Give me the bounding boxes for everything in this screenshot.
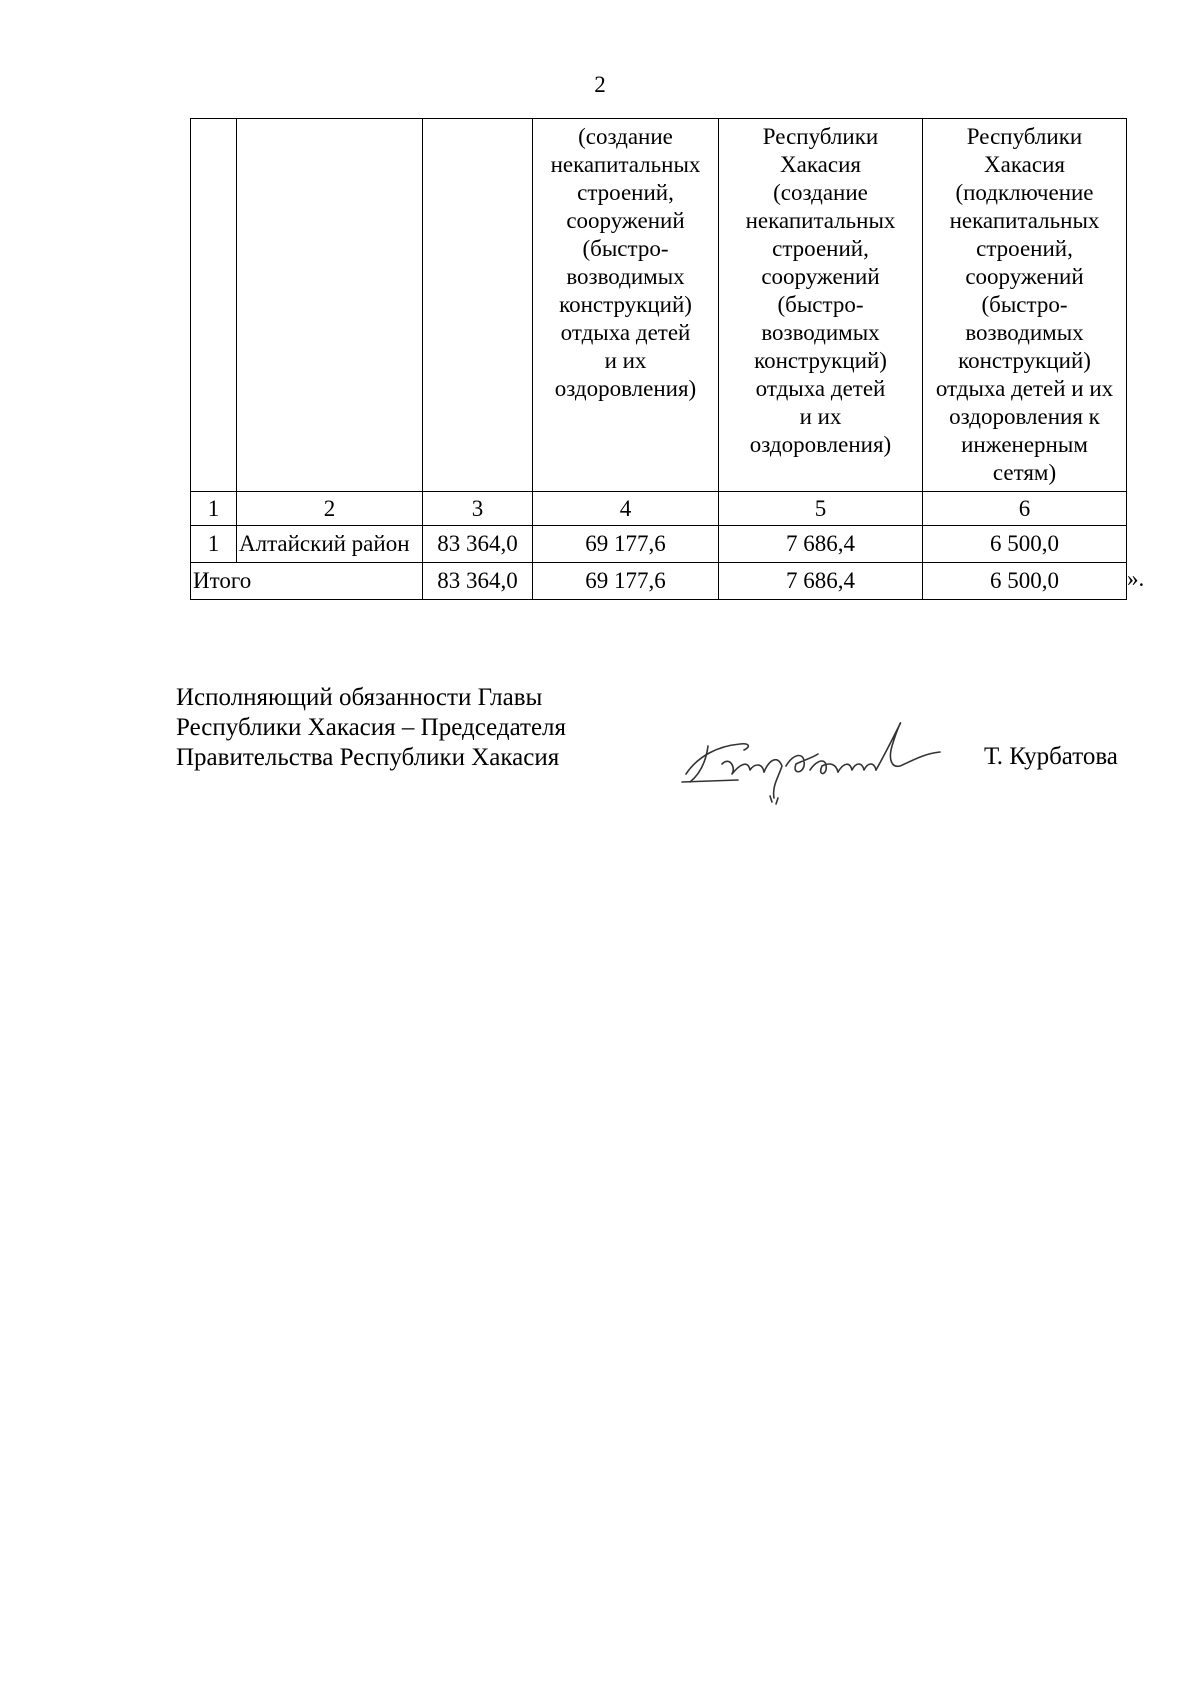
header-cell-2 — [237, 119, 423, 492]
header-cell-6: Республики Хакасия (подключение некапитальных строений, сооружений (быстро- возводимых конструкций) отдыха детей и их оздоровления к инженерным сетям) — [923, 119, 1127, 492]
header-cell-3 — [423, 119, 533, 492]
total-label: Итого — [191, 563, 423, 600]
amount-col-4: 69 177,6 — [533, 526, 719, 563]
total-col-4: 69 177,6 — [533, 563, 719, 600]
handwritten-signature — [678, 716, 948, 806]
total-col-5: 7 686,4 — [719, 563, 923, 600]
header-cell-5: Республики Хакасия (создание некапитальных строений, сооружений (быстро- возводимых конструкций) отдыха детей и их оздоровления) — [719, 119, 923, 492]
column-number: 1 — [191, 492, 237, 526]
row-number: 1 — [191, 526, 237, 563]
table-row — [191, 526, 1127, 563]
allocation-table — [190, 118, 1127, 600]
total-row — [191, 563, 1127, 600]
total-amount: 83 364,0 — [423, 563, 533, 600]
signatory-title: Исполняющий обязанности Главы Республики Хакасия – Председателя Правительства Республики Хакасия — [176, 684, 567, 771]
header-cell-1 — [191, 119, 237, 492]
column-number: 2 — [237, 492, 423, 526]
amount-col-5: 7 686,4 — [719, 526, 923, 563]
column-number: 3 — [423, 492, 533, 526]
column-number: 5 — [719, 492, 923, 526]
page-number: 2 — [594, 72, 606, 97]
header-cell-4: (создание некапитальных строений, сооружений (быстро- возводимых конструкций) отдыха детей и их оздоровления) — [533, 119, 719, 492]
amount-col-6: 6 500,0 — [923, 526, 1127, 563]
total-amount: 83 364,0 — [423, 526, 533, 563]
district-name: Алтайский район — [237, 526, 423, 563]
table-header-row — [191, 119, 1127, 492]
total-col-6: 6 500,0 — [923, 563, 1127, 600]
column-number: 6 — [923, 492, 1127, 526]
column-number-row — [191, 492, 1127, 526]
signer-name: Т. Курбатова — [984, 743, 1118, 770]
closing-quote: ». — [1127, 566, 1145, 591]
column-number: 4 — [533, 492, 719, 526]
